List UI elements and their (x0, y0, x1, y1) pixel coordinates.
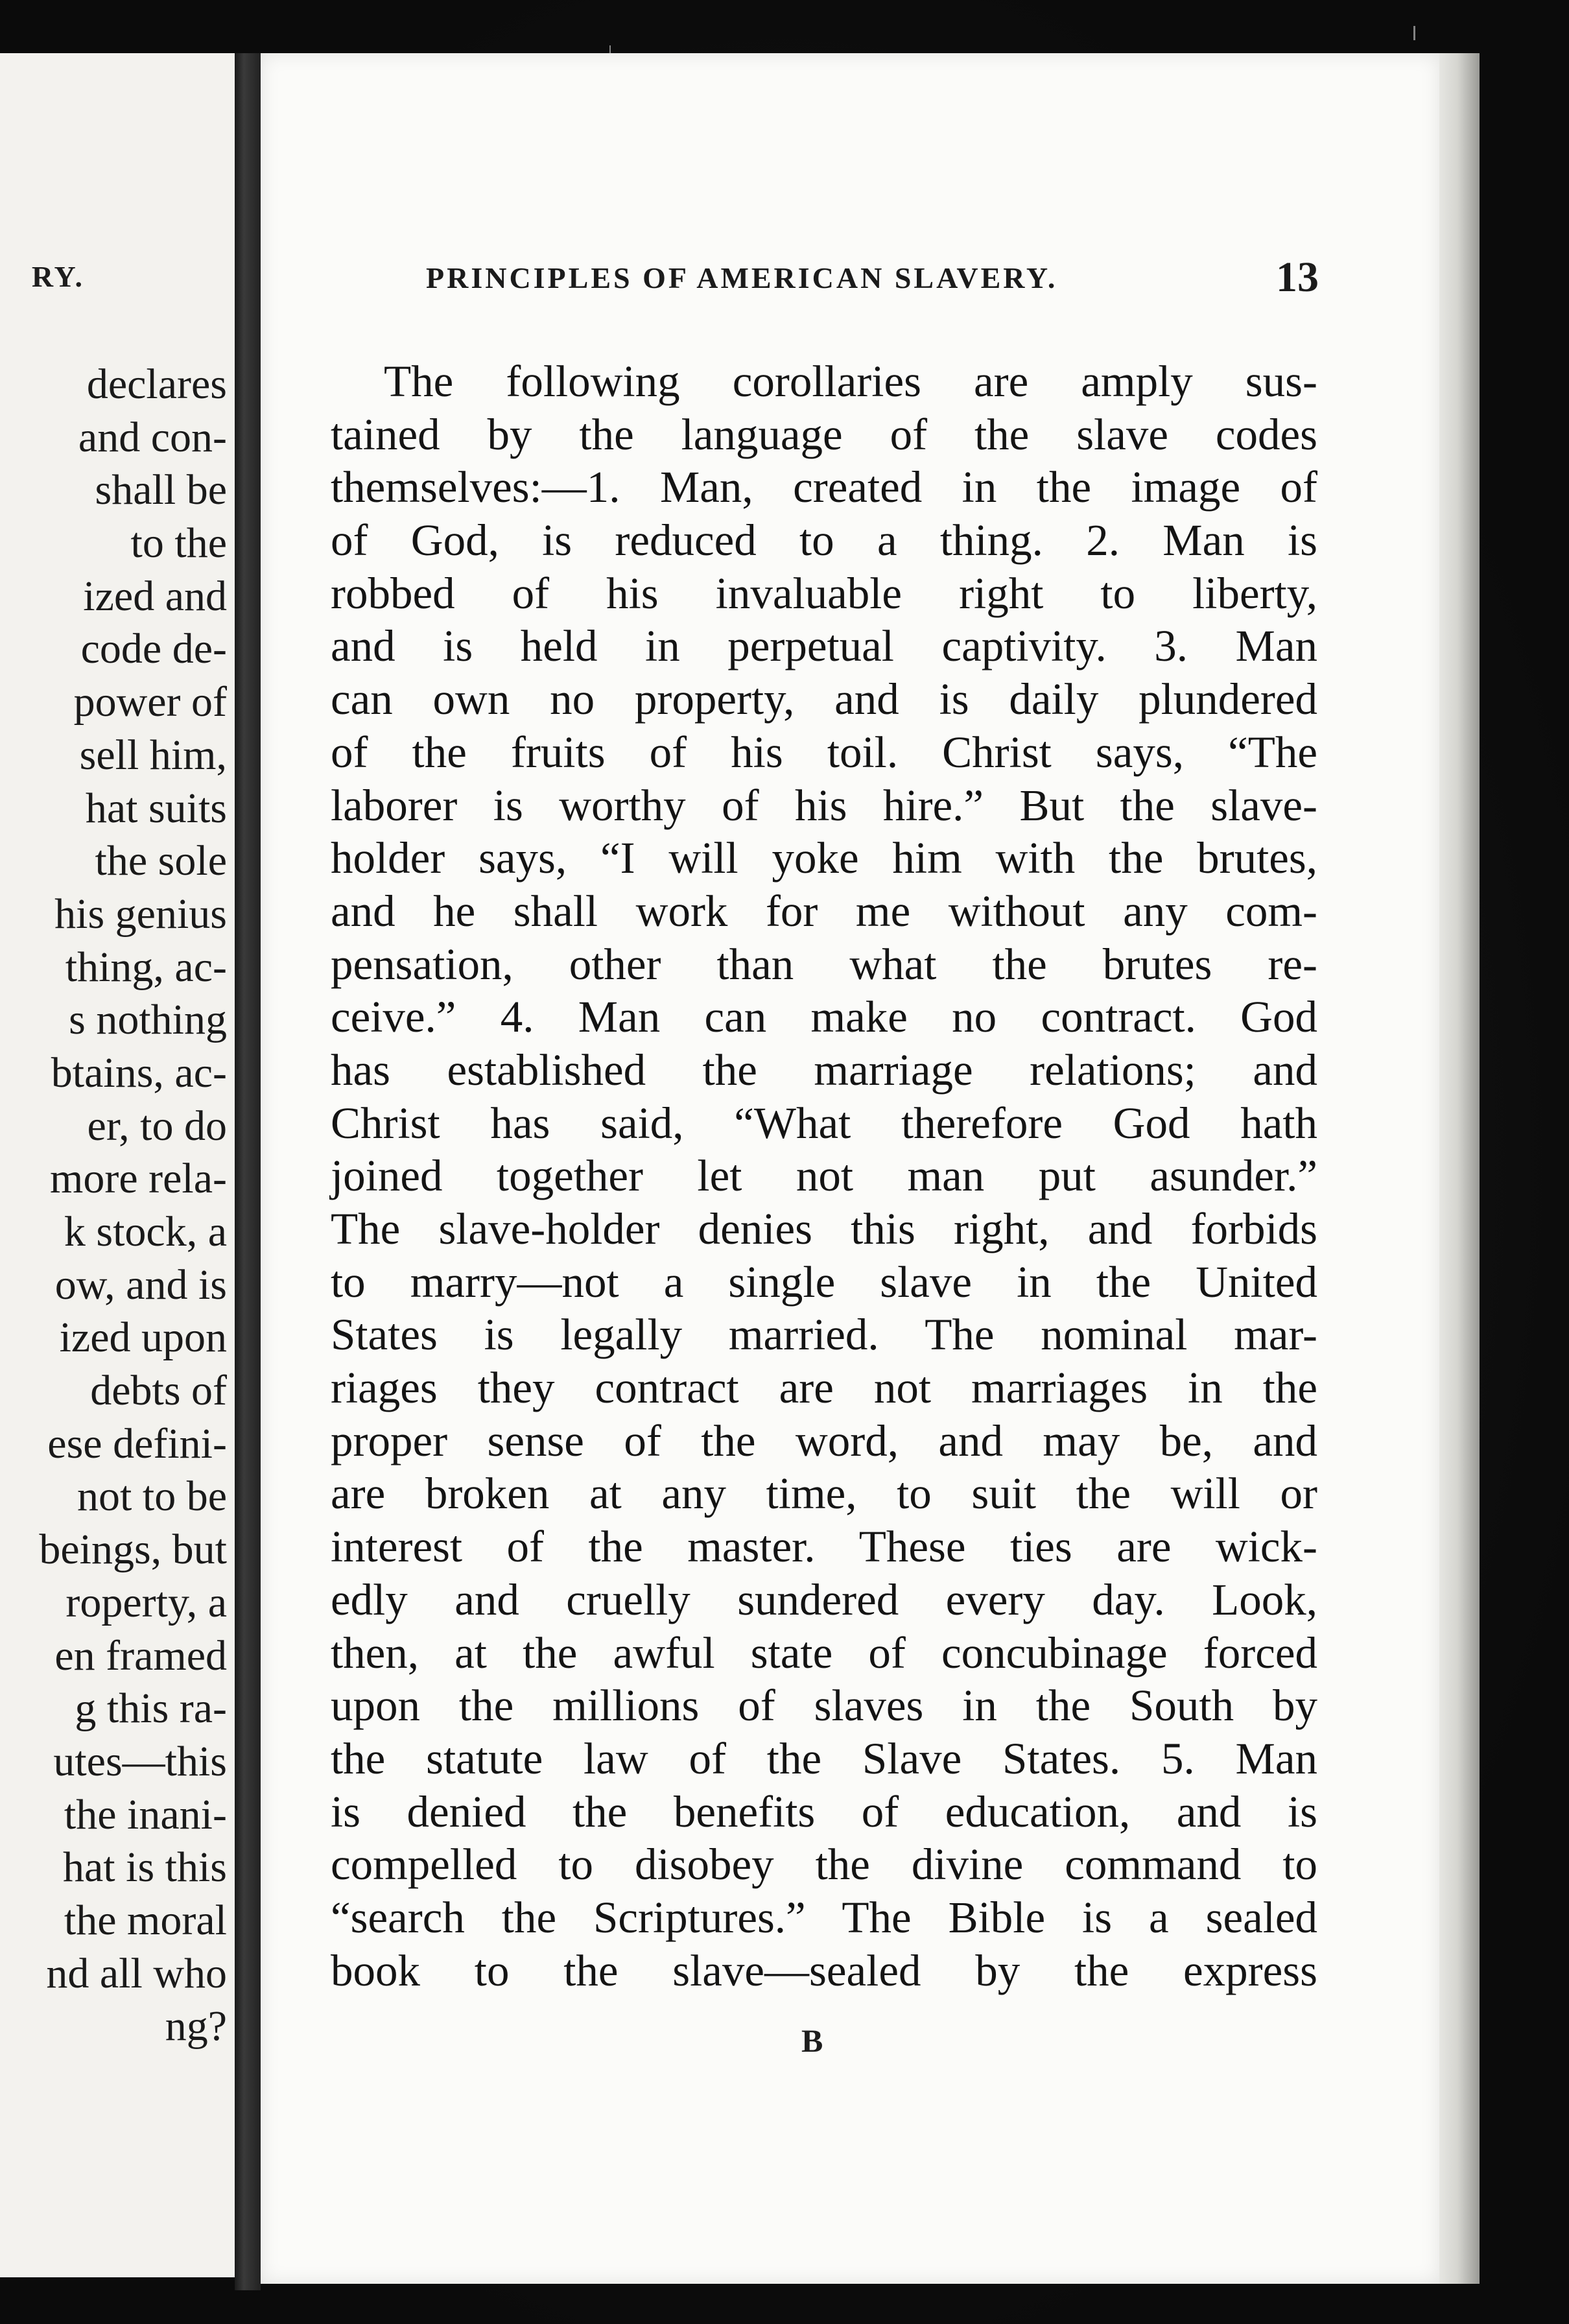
page-edge (1439, 53, 1480, 2284)
body-line: tained by the language of the slave codes (331, 409, 1317, 459)
left-page-line: roperty, a (65, 1578, 227, 1626)
left-page-line: s nothing (69, 996, 227, 1044)
left-page-line: not to be (77, 1473, 227, 1521)
body-line: laborer is worthy of his hire.” But the slave- (331, 780, 1317, 830)
body-line: holder says, “I will yoke him with the brutes, (331, 833, 1317, 883)
book-gutter (235, 53, 261, 2290)
body-line: and he shall work for me without any com- (331, 886, 1317, 936)
left-page-line: the moral (64, 1896, 227, 1944)
body-line: can own no property, and is daily plundered (331, 674, 1317, 724)
left-page-line: to the (130, 519, 227, 567)
left-page-line: power of (73, 678, 227, 726)
left-page-line: hat is this (62, 1844, 227, 1891)
scan-scratch (609, 45, 611, 54)
left-page-line: declares (86, 361, 227, 408)
body-line: and is held in perpetual captivity. 3. Man (331, 621, 1317, 671)
signature-mark: B (801, 2022, 823, 2059)
body-line: then, at the awful state of concubinage forced (331, 1628, 1317, 1678)
left-page-line: k stock, a (64, 1208, 227, 1255)
left-page-line: the inani- (64, 1790, 227, 1838)
body-line: of the fruits of his toil. Christ says, “The (331, 727, 1317, 777)
running-title: PRINCIPLES OF AMERICAN SLAVERY. (426, 261, 1058, 294)
left-page-line: ng? (165, 2002, 227, 2050)
left-page-line: ized and (83, 572, 227, 620)
left-page-line: ow, and is (54, 1261, 227, 1309)
left-page-line: er, to do (87, 1102, 227, 1150)
left-page-text-column (0, 358, 227, 2053)
body-line: joined together let not man put asunder.” (331, 1151, 1317, 1201)
left-page-line: g this ra- (75, 1685, 227, 1733)
left-page-line: thing, ac- (65, 943, 227, 991)
body-line: The slave-holder denies this right, and forbids (331, 1204, 1317, 1253)
left-page-line: btains, ac- (51, 1049, 227, 1097)
left-page-line: his genius (54, 890, 227, 938)
body-line: themselves:—1. Man, created in the image of (331, 462, 1317, 512)
body-line: edly and cruelly sundered every day. Look, (331, 1574, 1317, 1624)
body-line: ceive.” 4. Man can make no contract. God (331, 992, 1317, 1042)
body-line: robbed of his invaluable right to liberty, (331, 568, 1317, 618)
body-line: book to the slave—sealed by the express (331, 1945, 1317, 1995)
body-line: interest of the master. These ties are wick- (331, 1522, 1317, 1572)
left-page-line: shall be (95, 466, 227, 514)
left-page-line: the sole (95, 837, 227, 885)
body-line: the statute law of the Slave States. 5. Man (331, 1733, 1317, 1783)
left-page-line: sell him, (79, 731, 227, 779)
body-line: compelled to disobey the divine command to (331, 1840, 1317, 1890)
body-line: upon the millions of slaves in the South by (331, 1681, 1317, 1731)
left-page (0, 53, 237, 2277)
left-page-line: ized upon (59, 1314, 227, 1362)
body-line: has established the marriage relations; and (331, 1045, 1317, 1095)
left-page-line: and con- (78, 413, 227, 461)
left-page-line: hat suits (85, 784, 227, 832)
body-line: pensation, other than what the brutes re- (331, 939, 1317, 989)
left-page-line: nd all who (46, 1949, 227, 1997)
body-text (331, 355, 1317, 1997)
left-page-line: ese defini- (47, 1419, 227, 1467)
body-line: of God, is reduced to a thing. 2. Man is (331, 516, 1317, 565)
left-page-line: beings, but (39, 1526, 227, 1574)
left-page-line: code de- (80, 625, 227, 673)
left-page-line: debts of (90, 1367, 227, 1415)
page-number: 13 (1276, 254, 1319, 301)
left-page-line: utes—this (53, 1737, 227, 1785)
body-line: are broken at any time, to suit the will or (331, 1469, 1317, 1519)
body-line: “search the Scriptures.” The Bible is a sealed (331, 1892, 1317, 1942)
left-page-line: more rela- (50, 1155, 227, 1203)
running-head (426, 254, 1319, 301)
body-line: proper sense of the word, and may be, and (331, 1416, 1317, 1465)
body-line: to marry—not a single slave in the United (331, 1257, 1317, 1307)
left-running-head-fragment: RY. (31, 260, 84, 293)
body-line: Christ has said, “What therefore God hath (331, 1098, 1317, 1148)
body-line: riages they contract are not marriages in the (331, 1363, 1317, 1413)
scan-scratch (1413, 26, 1415, 40)
left-page-line: en framed (54, 1631, 227, 1679)
body-line: The following corollaries are amply sus- (384, 357, 1317, 406)
body-line: is denied the benefits of education, and is (331, 1786, 1317, 1836)
body-line: States is legally married. The nominal mar- (331, 1310, 1317, 1360)
